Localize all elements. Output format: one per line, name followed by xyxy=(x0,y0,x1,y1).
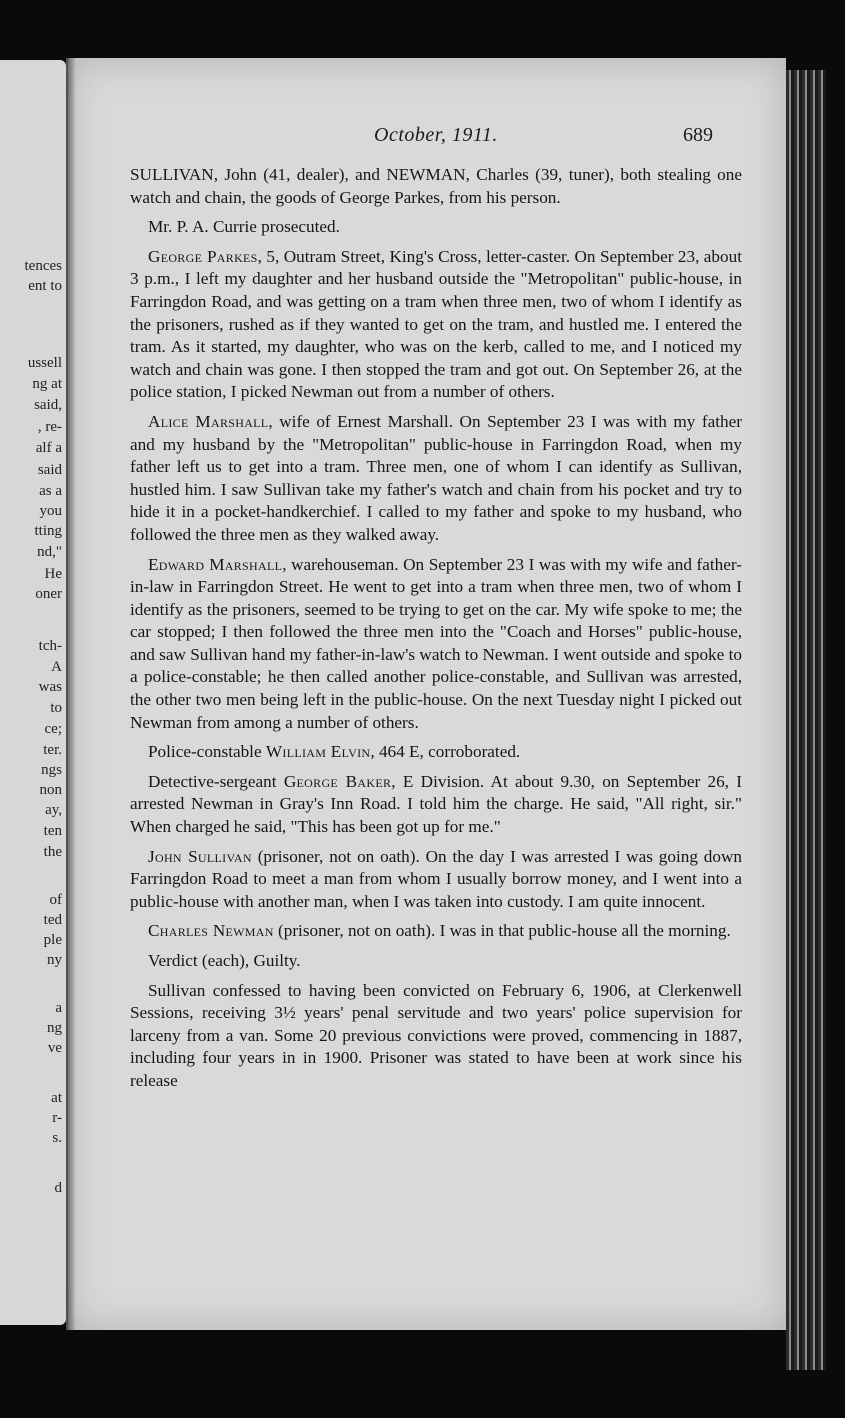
left-page-fragment: ce; xyxy=(44,721,62,737)
left-page-fragment: you xyxy=(39,503,62,519)
case-charge: both stealing one watch and chain, the goods of George Parkes, from his person. xyxy=(130,165,742,207)
testimony-text: , warehouseman. On September 23 I was with my wife and father-in-law in Farringdon Street. He went to get into a tram when three men, two of whom I identify as the prisoners, seemed to be trying to get on the car. My wife spoke to me; the car stopped; I then followed the three men into the "Coach and Horses" public-house, and saw Sullivan hand my father-in-law's watch to Newman. I went outside and spoke to a police-constable; he then called another police-constable, and Sullivan was arrested, the other two men being left in the public-house. On the next Tuesday night I picked out Newman from among a number of others. xyxy=(130,554,742,732)
left-page-fragment: ng at xyxy=(32,376,62,392)
left-page-fragment: d xyxy=(54,1180,62,1196)
witness-name: John Sullivan xyxy=(148,846,252,866)
left-page-fragment: said, xyxy=(34,397,62,413)
testimony-paragraph xyxy=(130,741,742,764)
left-page-fragment: of xyxy=(49,892,62,908)
witness-name: Charles Newman xyxy=(148,921,274,941)
left-page-fragment: tch- xyxy=(38,638,62,654)
testimony-paragraph xyxy=(130,554,742,735)
testimony-paragraph xyxy=(130,920,742,943)
left-page-fragment: He xyxy=(44,566,62,582)
left-page-fragment: A xyxy=(51,659,62,675)
left-page-fragment: ve xyxy=(47,1040,62,1056)
left-page-fragment: nd," xyxy=(37,544,62,560)
left-page-fragment: tences xyxy=(24,258,62,274)
left-page-fragment: , re- xyxy=(37,419,62,435)
left-page-fragment: ngs xyxy=(41,762,62,778)
page-number: 689 xyxy=(683,124,713,146)
case-defendants: SULLIVAN, John (41, dealer), and NEWMAN, Charles (39, tuner), xyxy=(130,165,615,184)
running-head: October, 1911. xyxy=(374,124,498,146)
left-page-fragment: ted xyxy=(43,912,62,928)
page-header xyxy=(68,124,786,154)
left-page-fragment: ny xyxy=(47,952,62,968)
testimony-text: , 464 E, corroborated. xyxy=(370,742,521,762)
witness-rank: Police-constable xyxy=(148,742,266,762)
testimony-paragraph xyxy=(130,846,742,914)
testimony-text: (prisoner, not on oath). I was in that public-house all the morning. xyxy=(273,921,731,941)
left-page-fragment: said xyxy=(37,462,62,478)
book-page xyxy=(68,58,786,1330)
witness-name: William Elvin xyxy=(265,742,371,762)
witness-name: George Parkes xyxy=(148,246,258,266)
left-page-fragment: was xyxy=(38,679,62,695)
left-page-fragment: to xyxy=(50,700,62,716)
witness-name: Edward Marshall xyxy=(148,554,283,574)
prosecutor-line: Mr. P. A. Currie prosecuted. xyxy=(148,217,340,237)
testimony-paragraph xyxy=(130,771,742,839)
left-page-fragment: ng xyxy=(47,1020,62,1036)
left-page-fragment: alf a xyxy=(35,440,62,456)
sentence-paragraph: Sullivan confessed to having been convicted on February 6, 1906, at Clerkenwell Sessions, receiving 3½ years' penal servitude and two years' police supervision for larceny from a van. Some 20 previous convictions were proved, commencing in 1887, including four years in in 1900. Prisoner was stated to have been at work since his release xyxy=(130,980,742,1090)
left-page-fragment: oner xyxy=(35,586,62,602)
left-page-fragment: ussell xyxy=(27,355,62,371)
left-page-fragment: r- xyxy=(52,1110,62,1126)
left-page-fragment: tting xyxy=(34,523,62,539)
left-page-fragment: s. xyxy=(52,1130,62,1146)
witness-name: Alice Marshall xyxy=(148,411,269,431)
page-edges xyxy=(786,70,826,1370)
left-page-fragment: the xyxy=(43,844,62,860)
left-page-fragment: a xyxy=(55,1000,62,1016)
left-page-fragment: ten xyxy=(43,823,62,839)
witness-name: George Baker xyxy=(283,771,392,791)
left-page-fragment: ter. xyxy=(43,742,62,758)
testimony-paragraph xyxy=(130,246,742,404)
testimony-text: , wife of Ernest Marshall. On September 23 I was with my father and my husband by the "Metropolitan" public-house in Farringdon Road, when my father left us to get into a tram. Three men, one of whom I can identify as Sullivan, hustled him. I saw Sullivan take my father's watch and chain from his pocket and try to hide it in a pocket-handkerchief. I called to my father and spoke to my husband, who followed the three men as they walked away. xyxy=(130,411,742,544)
testimony-paragraph xyxy=(130,411,742,547)
witness-rank: Detective-sergeant xyxy=(148,771,284,791)
left-page-fragment: at xyxy=(51,1090,62,1106)
left-page-edge xyxy=(0,60,66,1325)
left-page-fragment: as a xyxy=(39,483,62,499)
case-heading xyxy=(130,164,742,209)
testimony-text: (prisoner, not on oath). On the day I was arrested I was going down Farringdon Road to meet a man from whom I usually borrow money, and I went into a public-house with another man, when I was taken into custody. I am quite innocent. xyxy=(130,846,742,911)
verdict-line: Verdict (each), Guilty. xyxy=(148,951,301,970)
testimony-text: , E Division. At about 9.30, on September 26, I arrested Newman in Gray's Inn Road. I told him the charge. He said, "All right, sir." When charged he said, "This has been got up for me." xyxy=(130,771,742,837)
gutter-shadow xyxy=(66,58,76,1330)
left-page-fragment: non xyxy=(39,782,62,798)
page-body xyxy=(130,164,742,1100)
left-page-fragment: ple xyxy=(43,932,62,948)
testimony-text: , 5, Outram Street, King's Cross, letter-caster. On September 23, about 3 p.m., I left my daughter and her husband outside the "Metropolitan" public-house, in Farringdon Road, and was getting on a tram when three men, two of whom I identify as the prisoners, rushed as if they wanted to get on the tram, and hustled me. I entered the tram. As it started, my daughter, who was on the kerb, called to me, and I noticed my watch and chain was gone. I then stopped the tram and got out. On September 26, at the police station, I picked Newman out from a number of others. xyxy=(130,246,742,402)
left-page-fragment: ay, xyxy=(45,802,62,818)
left-page-fragment: ent to xyxy=(28,278,62,294)
